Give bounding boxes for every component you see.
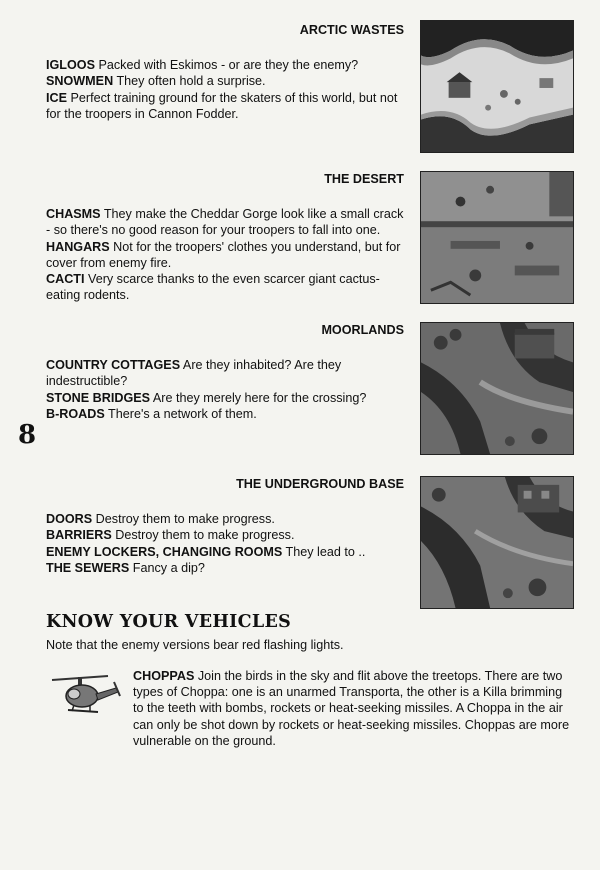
entry-choppas: CHOPPAS Join the birds in the sky and flit above the treetops. There are two types of Choppa: one is an unarmed Transporta, the other is a Killa brimming to the teeth with bombs, rockets or heat-seeking missiles. A Choppa in the air can only be shot down by rockets or heat-seeking missiles. Choppas are more vulnerable on the ground. — [133, 669, 570, 748]
entry-igloos: IGLOOS Packed with Eskimos - or are they the enemy? — [46, 58, 359, 73]
entry-ice: ICE Perfect training ground for the skaters of this world, but not for the troopers in Cannon Fodder. — [46, 90, 398, 121]
entry-hangars: HANGARS Not for the troopers' clothes you understand, but for cover from enemy fire. — [46, 239, 401, 270]
section-arctic-wastes — [46, 22, 404, 122]
helicopter-icon — [48, 672, 122, 722]
entry-doors: DOORS Destroy them to make progress. — [46, 512, 275, 527]
screenshot-underground — [420, 476, 574, 609]
vehicles-heading: KNOW YOUR VEHICLES — [46, 612, 292, 632]
entry-cacti: CACTI Very scarce thanks to the even scarcer giant cactus-eating rodents. — [46, 272, 380, 303]
screenshot-desert — [420, 171, 574, 304]
entry-country-cottages: COUNTRY COTTAGES Are they inhabited? Are they indestructible? — [46, 358, 342, 389]
entry-sewers: THE SEWERS Fancy a dip? — [46, 560, 205, 575]
screenshot-moorlands — [420, 322, 574, 455]
section-moorlands — [46, 322, 404, 422]
screenshot-arctic — [420, 20, 574, 153]
page-number: 8 — [18, 420, 37, 450]
entry-snowmen: SNOWMEN They often hold a surprise. — [46, 74, 266, 89]
section-heading: ARCTIC WASTES — [299, 23, 404, 37]
section-heading: THE DESERT — [324, 172, 404, 186]
entry-chasms: CHASMS They make the Cheddar Gorge look like a small crack - so there's no good reason for your troopers to fall into one. — [46, 207, 404, 238]
section-heading: THE UNDERGROUND BASE — [236, 477, 404, 491]
section-the-desert — [46, 171, 404, 303]
section-heading: MOORLANDS — [321, 323, 404, 337]
section-underground-base — [46, 476, 404, 576]
entry-stone-bridges: STONE BRIDGES Are they merely here for the crossing? — [46, 390, 367, 405]
entry-b-roads: B-ROADS There's a network of them. — [46, 406, 257, 421]
entry-barriers: BARRIERS Destroy them to make progress. — [46, 528, 295, 543]
vehicles-note: Note that the enemy versions bear red flashing lights. — [46, 638, 344, 652]
entry-enemy-lockers: ENEMY LOCKERS, CHANGING ROOMS They lead to .. — [46, 544, 366, 559]
